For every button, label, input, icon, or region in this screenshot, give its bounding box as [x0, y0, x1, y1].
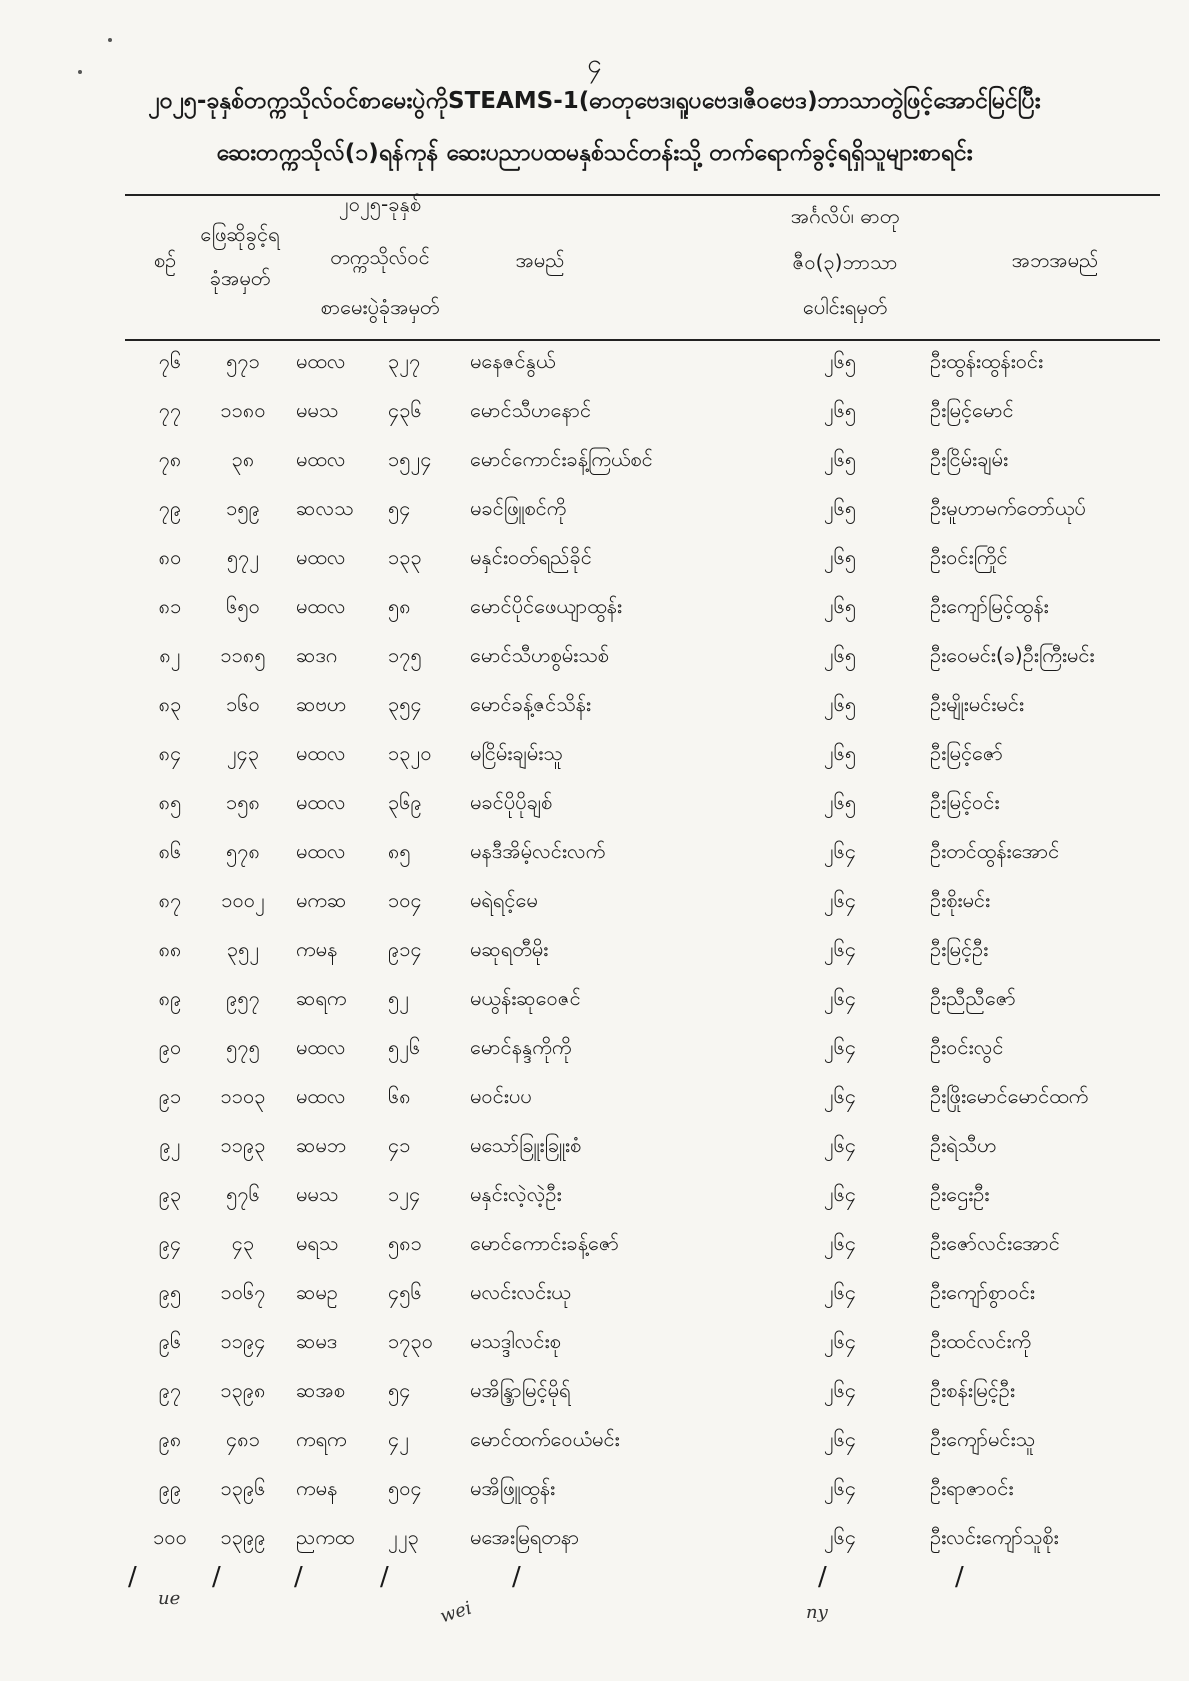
row-exam-center-code: ဆအစ	[296, 1378, 345, 1402]
row-seq-number: ၈၆	[158, 839, 182, 863]
row-seq-number: ၉၆	[158, 1329, 182, 1353]
row-entrance-seat-no: ၃၆၉	[388, 790, 422, 814]
row-seq-number: ၉၉	[158, 1476, 182, 1500]
row-entrance-seat-no: ၅၀၄	[388, 1476, 422, 1500]
row-answer-seat-no: ၁၁၀၃	[220, 1084, 266, 1108]
row-answer-seat-no: ၅၇၁	[226, 349, 260, 373]
row-entrance-seat-no: ၁၀၄	[388, 888, 422, 912]
table-row	[0, 334, 1189, 383]
initials-a: ue	[158, 1588, 181, 1609]
row-seq-number: ၈၀	[158, 545, 182, 569]
row-student-name: မနှင်းဝတ်ရည်ခိုင်	[470, 545, 592, 569]
row-seq-number: ၁၀၀	[153, 1525, 187, 1549]
row-exam-center-code: မထလ	[296, 349, 346, 373]
table-row	[0, 1461, 1189, 1510]
row-student-name: မနှင်းလဲ့လဲ့ဦး	[470, 1182, 562, 1206]
row-total-score: ၂၆၄	[823, 1280, 857, 1304]
row-seq-number: ၇၇	[158, 398, 182, 422]
slash-mark: /	[128, 1562, 137, 1592]
scan-speck	[78, 70, 82, 74]
row-answer-seat-no: ၉၅၇	[226, 986, 260, 1010]
row-father-name: ဦးဌေးဦး	[930, 1182, 990, 1206]
row-entrance-seat-no: ၆၈	[388, 1084, 411, 1108]
row-answer-seat-no: ၁၅၉	[226, 496, 260, 520]
title-line-1: ၂၀၂၅-ခုနှစ်တက္ကသိုလ်ဝင်စာမေးပွဲကိုSTEAMS-1(ဓာတုဗေဒ၊ရူပဗေဒ၊ဇီဝဗေဒ)ဘာသာတွဲဖြင့်အောင်မြင်ပြီး	[148, 88, 1041, 114]
row-entrance-seat-no: ၅၂	[388, 986, 410, 1010]
row-answer-seat-no: ၁၃၉၉	[220, 1525, 266, 1549]
table-row	[0, 1363, 1189, 1412]
table-row	[0, 873, 1189, 922]
row-father-name: ဦးတင်ထွန်းအောင်	[930, 839, 1060, 863]
row-father-name: ဦးကျော်မင်းသူ	[930, 1427, 1035, 1451]
row-exam-center-code: ကမန	[296, 1476, 338, 1500]
row-seq-number: ၉၁	[158, 1084, 182, 1108]
row-entrance-seat-no: ၄၁	[388, 1133, 411, 1157]
row-seq-number: ၉၈	[158, 1427, 182, 1451]
row-father-name: ဦးထွန်းထွန်းဝင်း	[930, 349, 1044, 373]
row-entrance-seat-no: ၅၂၆	[388, 1035, 421, 1059]
row-father-name: ဦးဇော်လင်းအောင်	[930, 1231, 1060, 1255]
row-exam-center-code: ညကထ	[296, 1525, 355, 1549]
row-total-score: ၂၆၄	[823, 986, 857, 1010]
row-answer-seat-no: ၄၈၁	[226, 1427, 260, 1451]
row-entrance-seat-no: ၉၁၄	[388, 937, 422, 961]
row-exam-center-code: မထလ	[296, 741, 346, 765]
row-total-score: ၂၆၅	[823, 447, 857, 471]
row-answer-seat-no: ၁၁၈၅	[220, 643, 266, 667]
row-total-score: ၂၆၄	[823, 1525, 857, 1549]
row-total-score: ၂၆၄	[823, 1133, 857, 1157]
row-entrance-seat-no: ၄၅၆	[388, 1280, 422, 1304]
row-entrance-seat-no: ၅၄	[388, 1378, 411, 1402]
row-seq-number: ၉၂	[159, 1133, 181, 1157]
row-total-score: ၂၆၅	[823, 496, 857, 520]
row-entrance-seat-no: ၄၂	[388, 1427, 410, 1451]
row-exam-center-code: ဆလသ	[296, 496, 354, 520]
row-father-name: ဦးမြင့်ဇော်	[930, 741, 1004, 765]
row-entrance-seat-no: ၄၃၆	[388, 398, 422, 422]
row-seq-number: ၉၀	[158, 1035, 182, 1059]
row-student-name: မခင်ဖြူစင်ကို	[470, 496, 567, 520]
row-exam-center-code: ဆဒဂ	[296, 643, 338, 667]
row-exam-center-code: ဆမဘ	[296, 1133, 347, 1157]
row-student-name: မောင်နန္ဒကိုကို	[470, 1035, 572, 1059]
row-exam-center-code: မမသ	[296, 1182, 339, 1206]
table-row	[0, 1118, 1189, 1167]
row-total-score: ၂၆၅	[823, 790, 857, 814]
row-seq-number: ၈၃	[158, 692, 182, 716]
row-answer-seat-no: ၁၀၀၂	[221, 888, 265, 912]
table-row	[0, 1167, 1189, 1216]
row-entrance-seat-no: ၈၅	[388, 839, 411, 863]
table-row	[0, 1020, 1189, 1069]
row-father-name: ဦးဖြိုးမောင်မောင်ထက်	[930, 1084, 1089, 1108]
row-answer-seat-no: ၃၈	[231, 447, 255, 471]
row-student-name: မောင်သီဟစွမ်းသစ်	[470, 643, 609, 667]
row-answer-seat-no: ၅၇၂	[226, 545, 260, 569]
slash-mark: /	[955, 1562, 964, 1592]
row-father-name: ဦးထင်လင်းကို	[930, 1329, 1032, 1353]
table-row	[0, 432, 1189, 481]
row-student-name: မယွန်းဆုဝေဇင်	[470, 986, 581, 1010]
table-row	[0, 383, 1189, 432]
initials-c: ny	[806, 1602, 828, 1623]
row-exam-center-code: ဆဗဟ	[296, 692, 347, 716]
row-total-score: ၂၆၅	[823, 349, 857, 373]
table-row	[0, 677, 1189, 726]
table-row	[0, 922, 1189, 971]
header-answer-no-line2: ခုံအမှတ်	[209, 266, 271, 290]
row-entrance-seat-no: ၅၈၁	[388, 1231, 422, 1255]
table-row	[0, 775, 1189, 824]
row-total-score: ၂၆၄	[823, 1329, 857, 1353]
row-father-name: ဦးမြင့်ဝင်း	[930, 790, 1000, 814]
row-answer-seat-no: ၁၆၀	[226, 692, 260, 716]
row-answer-seat-no: ၅၇၈	[226, 839, 260, 863]
row-exam-center-code: ဆမဒ	[296, 1329, 338, 1353]
row-total-score: ၂၆၅	[823, 741, 857, 765]
slash-mark: /	[294, 1562, 303, 1592]
row-student-name: မောင်သီဟနောင်	[470, 398, 592, 422]
row-father-name: ဦးမျိုးမင်းမင်း	[930, 692, 1024, 716]
title-line-2: ဆေးတက္ကသိုလ်(၁)ရန်ကုန် ဆေးပညာပထမနှစ်သင်တန်းသို့ တက်ရောက်ခွင့်ရရှိသူများစာရင်း	[216, 140, 973, 166]
row-entrance-seat-no: ၅၈	[388, 594, 411, 618]
table-row	[0, 1265, 1189, 1314]
row-answer-seat-no: ၅၇၆	[226, 1182, 260, 1206]
row-total-score: ၂၆၄	[823, 1476, 857, 1500]
header-score-line1: အင်္ဂလိပ်၊ ဓာတု	[790, 204, 900, 228]
row-exam-center-code: မထလ	[296, 545, 346, 569]
slash-mark: /	[512, 1562, 521, 1592]
row-student-name: မောင်ခန့်ဇင်သိန်း	[470, 692, 591, 716]
header-seq: စဉ်	[153, 248, 177, 272]
row-total-score: ၂၆၄	[823, 888, 857, 912]
row-seq-number: ၇၆	[158, 349, 182, 373]
row-student-name: မနဒီအိမ့်လင်းလက်	[470, 839, 606, 863]
table-row	[0, 824, 1189, 873]
row-student-name: မအိဖြူထွန်း	[470, 1476, 556, 1500]
row-entrance-seat-no: ၃၅၄	[388, 692, 422, 716]
row-exam-center-code: မထလ	[296, 1084, 346, 1108]
row-answer-seat-no: ၁၃၉၆	[220, 1476, 266, 1500]
row-total-score: ၂၆၅	[823, 692, 857, 716]
row-exam-center-code: မထလ	[296, 447, 346, 471]
header-score-line2: ဇီဝ(၃)ဘာသာ	[792, 250, 898, 274]
row-total-score: ၂၆၄	[823, 1035, 857, 1059]
slash-mark: /	[212, 1562, 221, 1592]
row-exam-center-code: မထလ	[296, 594, 346, 618]
row-seq-number: ၈၉	[158, 986, 182, 1010]
row-entrance-seat-no: ၁၇၅	[388, 643, 422, 667]
row-total-score: ၂၆၅	[823, 643, 857, 667]
row-exam-center-code: မရသ	[296, 1231, 339, 1255]
row-total-score: ၂၆၅	[823, 398, 857, 422]
row-father-name: ဦးရာဇာဝင်း	[930, 1476, 1014, 1500]
row-exam-center-code: ကရက	[296, 1427, 347, 1451]
row-exam-center-code: ဆမဥ	[296, 1280, 338, 1304]
header-entrance-no-line3: စာမေးပွဲခုံအမှတ်	[320, 295, 440, 319]
row-entrance-seat-no: ၁၃၃	[388, 545, 422, 569]
row-answer-seat-no: ၁၁၈၀	[220, 398, 266, 422]
table-row	[0, 726, 1189, 775]
header-name: အမည်	[515, 248, 565, 272]
row-total-score: ၂၆၄	[823, 1084, 857, 1108]
row-father-name: ဦးဝင်းကြိုင်	[930, 545, 1008, 569]
row-father-name: ဦးစိုးမင်း	[930, 888, 991, 912]
table-row	[0, 971, 1189, 1020]
table-row	[0, 481, 1189, 530]
row-entrance-seat-no: ၅၄	[388, 496, 411, 520]
row-entrance-seat-no: ၁၂၄	[388, 1182, 421, 1206]
table-row	[0, 1314, 1189, 1363]
row-exam-center-code: ဆရက	[296, 986, 347, 1010]
row-answer-seat-no: ၅၇၅	[226, 1035, 260, 1059]
row-answer-seat-no: ၁၀၆၇	[220, 1280, 266, 1304]
row-father-name: ဦးမြင့်မောင်	[930, 398, 1014, 422]
row-seq-number: ၈၅	[158, 790, 182, 814]
row-entrance-seat-no: ၃၂၇	[388, 349, 421, 373]
row-student-name: မခင်ပိုပိုချစ်	[470, 790, 553, 814]
row-seq-number: ၇၉	[158, 496, 182, 520]
row-student-name: မောင်ပိုင်ဖေယျာထွန်း	[470, 594, 622, 618]
row-student-name: မရဲရင့်မေ	[470, 888, 538, 912]
table-row	[0, 628, 1189, 677]
slash-mark: /	[818, 1562, 827, 1592]
row-total-score: ၂၆၄	[823, 937, 857, 961]
row-father-name: ဦးညီညီဇော်	[930, 986, 1016, 1010]
row-father-name: ဦးကျော်မြင့်ထွန်း	[930, 594, 1049, 618]
row-answer-seat-no: ၄၃	[231, 1231, 255, 1255]
row-total-score: ၂၆၄	[823, 1182, 857, 1206]
row-exam-center-code: ကမန	[296, 937, 338, 961]
row-exam-center-code: မကဆ	[296, 888, 347, 912]
table-row	[0, 579, 1189, 628]
table-row	[0, 1216, 1189, 1265]
header-answer-no-line1: ဖြေဆိုခွင့်ရ	[200, 222, 280, 246]
row-exam-center-code: မထလ	[296, 790, 346, 814]
slash-mark: /	[380, 1562, 389, 1592]
header-score-line3: ပေါင်းရမှတ်	[802, 295, 888, 319]
row-student-name: မသဒ္ဒါလင်းစု	[470, 1329, 561, 1353]
row-seq-number: ၈၈	[158, 937, 182, 961]
scan-speck	[108, 38, 112, 42]
row-seq-number: ၉၄	[158, 1231, 182, 1255]
row-answer-seat-no: ၁၁၉၃	[220, 1133, 266, 1157]
row-student-name: မနေဇင်နွယ်	[470, 349, 556, 373]
table-row	[0, 1412, 1189, 1461]
row-total-score: ၂၆၄	[823, 1427, 857, 1451]
table-row	[0, 1510, 1189, 1559]
row-total-score: ၂၆၄	[823, 839, 857, 863]
row-father-name: ဦးငြိမ်းချမ်း	[930, 447, 1009, 471]
row-seq-number: ၈၂	[159, 643, 181, 667]
row-seq-number: ၈၄	[158, 741, 182, 765]
row-answer-seat-no: ၂၄၃	[226, 741, 260, 765]
row-entrance-seat-no: ၁၅၂၄	[388, 447, 432, 471]
row-student-name: မောင်ကောင်းခန့်ဇော်	[470, 1231, 620, 1255]
row-entrance-seat-no: ၁၃၂၀	[388, 741, 432, 765]
header-entrance-no-line1: ၂၀၂၅-ခုနှစ်	[338, 192, 422, 216]
row-student-name: မသော်ခြူးခြူးစံ	[470, 1133, 582, 1157]
row-exam-center-code: မထလ	[296, 1035, 346, 1059]
header-entrance-no-line2: တက္ကသိုလ်ဝင်	[330, 245, 430, 269]
row-father-name: ဦးမြင့်ဦး	[930, 937, 989, 961]
row-answer-seat-no: ၆၅၀	[226, 594, 260, 618]
row-student-name: မောင်ထက်ဝေယံမင်း	[470, 1427, 620, 1451]
row-answer-seat-no: ၁၃၉၈	[220, 1378, 266, 1402]
row-seq-number: ၉၃	[158, 1182, 182, 1206]
row-seq-number: ၇၈	[158, 447, 182, 471]
row-student-name: မောင်ကောင်းခန့်ကြယ်စင်	[470, 447, 653, 471]
header-father-name: အဘအမည်	[1011, 248, 1099, 272]
page-number: ၄	[587, 49, 602, 79]
row-student-name: မငြိမ်းချမ်းသူ	[470, 741, 563, 765]
row-total-score: ၂၆၅	[823, 594, 857, 618]
row-seq-number: ၉၅	[158, 1280, 182, 1304]
initials-b: wei	[437, 1597, 475, 1628]
row-entrance-seat-no: ၂၂၃	[388, 1525, 419, 1549]
row-exam-center-code: မမသ	[296, 398, 339, 422]
row-total-score: ၂၆၄	[823, 1378, 857, 1402]
row-student-name: မလင်းလင်းယု	[470, 1280, 571, 1304]
row-answer-seat-no: ၁၁၉၄	[220, 1329, 266, 1353]
row-student-name: မဝင်းပပ	[470, 1084, 532, 1108]
row-student-name: မဆုရတီမိုး	[470, 937, 549, 961]
table-top-rule	[125, 194, 1160, 196]
row-father-name: ဦးမူဟာမက်တော်ယုပ်	[930, 496, 1086, 520]
row-father-name: ဦးဝေမင်း(ခ)ဦးကြီးမင်း	[930, 643, 1095, 667]
row-total-score: ၂၆၅	[823, 545, 857, 569]
row-answer-seat-no: ၃၅၂	[226, 937, 260, 961]
row-student-name: မအေးမြရတနာ	[470, 1525, 580, 1549]
row-father-name: ဦးကျော်စွာဝင်း	[930, 1280, 1035, 1304]
row-father-name: ဦးရဲသီဟ	[930, 1133, 997, 1157]
row-total-score: ၂၆၄	[823, 1231, 857, 1255]
row-entrance-seat-no: ၁၇၃၀	[388, 1329, 433, 1353]
table-row	[0, 1069, 1189, 1118]
row-seq-number: ၉၇	[158, 1378, 182, 1402]
row-exam-center-code: မထလ	[296, 839, 346, 863]
table-body	[0, 334, 1189, 1559]
row-seq-number: ၈၇	[158, 888, 182, 912]
table-row	[0, 530, 1189, 579]
row-seq-number: ၈၁	[158, 594, 182, 618]
row-student-name: မအိန္ဒြာမြင့်မိုရ်	[470, 1378, 571, 1402]
row-answer-seat-no: ၁၅၈	[226, 790, 260, 814]
row-father-name: ဦးလင်းကျော်သူစိုး	[930, 1525, 1059, 1549]
row-father-name: ဦးဝင်းလွင်	[930, 1035, 1004, 1059]
row-father-name: ဦးစန်းမြင့်ဦး	[930, 1378, 1015, 1402]
